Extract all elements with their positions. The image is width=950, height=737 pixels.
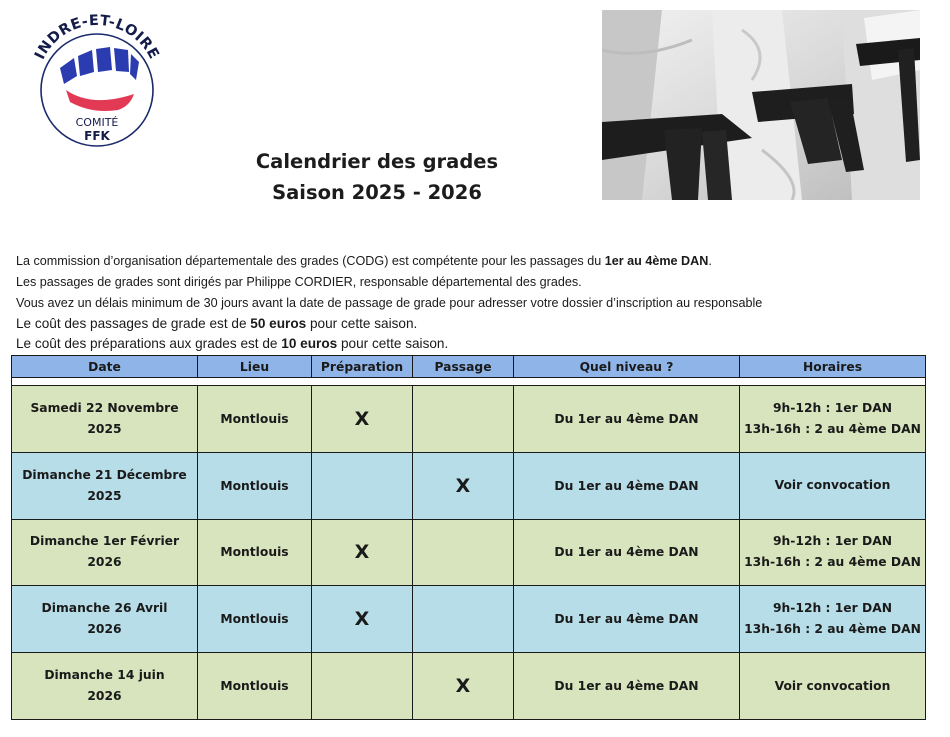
intro-line-3: Vous avez un délais minimum de 30 jours avant la date de passage de grade pour adresser votre dossier d’inscription au responsable (16, 296, 763, 310)
intro-line-1: La commission d’organisation départementale des grades (CODG) est compétente pour les passages du 1er au 4ème DAN. (16, 254, 712, 268)
header-niveau: Quel niveau ? (514, 356, 740, 378)
table-row (12, 653, 926, 720)
intro-line-5: Le coût des préparations aux grades est de 10 euros pour cette saison. (16, 336, 449, 351)
cell-preparation (312, 452, 413, 519)
intro-line-2: Les passages de grades sont dirigés par Philippe CORDIER, responsable départemental des grades. (16, 275, 582, 289)
header-preparation: Préparation (312, 356, 413, 378)
cell-niveau: Du 1er au 4ème DAN (514, 653, 740, 720)
cell-horaires: 9h-12h : 1er DAN 13h-16h : 2 au 4ème DAN (740, 586, 926, 653)
cell-niveau: Du 1er au 4ème DAN (514, 519, 740, 586)
cell-date: Samedi 22 Novembre 2025 (12, 386, 198, 453)
cell-lieu: Montlouis (198, 519, 312, 586)
cell-passage (413, 586, 514, 653)
logo-arc-text: INDRE-ET-LOIRE (32, 12, 162, 63)
cell-preparation: X (312, 586, 413, 653)
cell-lieu: Montlouis (198, 452, 312, 519)
intro-line-4: Le coût des passages de grade est de 50 euros pour cette saison. (16, 316, 418, 331)
page-title (200, 146, 554, 208)
cell-preparation: X (312, 386, 413, 453)
grades-calendar-table (11, 355, 926, 720)
title-line-1: Calendrier des grades (255, 150, 499, 173)
cell-horaires: Voir convocation (740, 452, 926, 519)
cell-passage: X (413, 653, 514, 720)
cell-lieu: Montlouis (198, 653, 312, 720)
header-horaires: Horaires (740, 356, 926, 378)
title-line-2: Saison 2025 - 2026 (272, 181, 482, 204)
cell-niveau: Du 1er au 4ème DAN (514, 452, 740, 519)
cell-horaires: Voir convocation (740, 653, 926, 720)
cell-lieu: Montlouis (198, 586, 312, 653)
cell-date: Dimanche 14 juin 2026 (12, 653, 198, 720)
cell-passage (413, 386, 514, 453)
logo-comite-text: COMITÉ (75, 116, 119, 129)
header-passage: Passage (413, 356, 514, 378)
table-header-row (12, 356, 926, 378)
comite-ffk-logo (22, 10, 172, 150)
cell-date: Dimanche 1er Février 2026 (12, 519, 198, 586)
cell-date: Dimanche 21 Décembre 2025 (12, 452, 198, 519)
cell-passage: X (413, 452, 514, 519)
header-lieu: Lieu (198, 356, 312, 378)
cell-niveau: Du 1er au 4ème DAN (514, 586, 740, 653)
cell-date: Dimanche 26 Avril 2026 (12, 586, 198, 653)
cell-niveau: Du 1er au 4ème DAN (514, 386, 740, 453)
cell-horaires: 9h-12h : 1er DAN 13h-16h : 2 au 4ème DAN (740, 519, 926, 586)
cell-lieu: Montlouis (198, 386, 312, 453)
table-row (12, 586, 926, 653)
intro-text (16, 251, 936, 354)
cell-passage (413, 519, 514, 586)
table-row (12, 519, 926, 586)
table-row (12, 452, 926, 519)
cell-horaires: 9h-12h : 1er DAN 13h-16h : 2 au 4ème DAN (740, 386, 926, 453)
table-row (12, 386, 926, 453)
header-date: Date (12, 356, 198, 378)
cell-preparation: X (312, 519, 413, 586)
cell-preparation (312, 653, 413, 720)
logo-ffk-text: FFK (84, 129, 110, 143)
karate-black-belts-photo (602, 10, 920, 200)
table-spacer-row (12, 378, 926, 386)
